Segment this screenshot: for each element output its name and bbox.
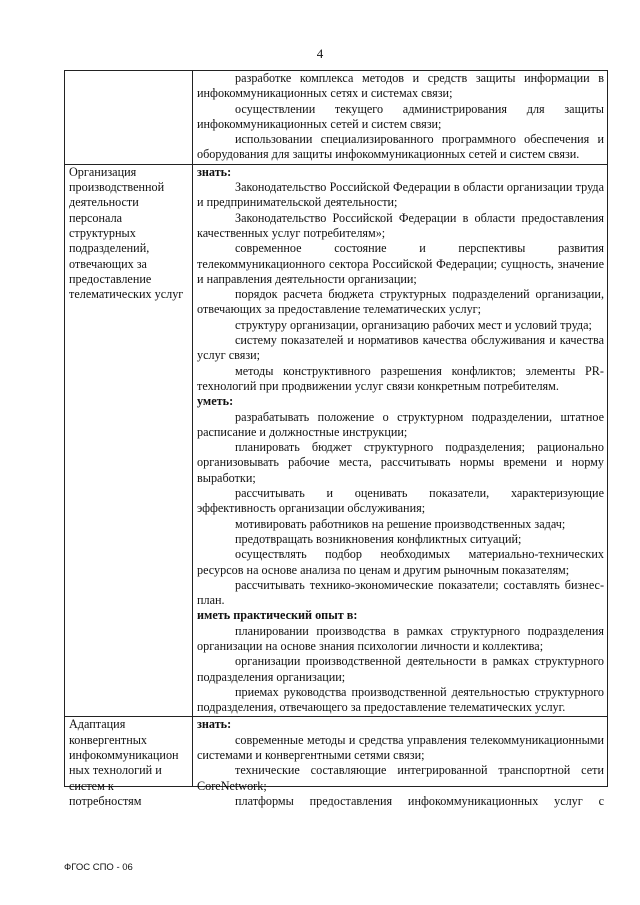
requirement-item: разработке комплекса методов и средств защиты информации в инфокоммуникационных сетях и системах связи; [197,71,604,101]
requirement-item: Законодательство Российской Федерации в области организации труда и предпринимательской деятельности; [197,180,604,210]
requirement-item: планировать бюджет структурного подразделения; рационально организовывать рабочие места, рассчитывать нормы времени и норму выработки; [197,440,604,485]
section-heading: знать: [197,164,232,179]
requirement-item: осуществлении текущего администрирования для защиты инфокоммуникационных сетей и систем связи; [197,101,604,131]
requirement-item: современное состояние и перспективы развития телекоммуникационного сектора Российской Федерации; сущность, значение и направления деятельности организации; [197,241,604,286]
requirements-clip [197,717,604,808]
table-row [65,71,608,165]
requirement-item: рассчитывать технико-экономические показатели; составлять бизнес-план. [197,577,604,608]
requirement-item: планировании производства в рамках структурного подразделения организации на основе знания психологии личности и коллектива; [197,623,604,653]
section-heading: уметь: [197,394,234,409]
requirement-item: разрабатывать положение о структурном подразделении, штатное расписание и должностные инструкции; [197,409,604,439]
requirements-cell [193,71,608,165]
requirement-item: платформы предоставления инфокоммуникационных услуг с [235,793,604,808]
competency-cell: Организация производственной деятельности персонала структурных подразделений, отвечающих за предоставление телематических услуг [65,164,193,717]
competency-text: Адаптация конвергентных инфокоммуникацион ных технологий и систем к потребностям [69,717,179,808]
page-number: 4 [316,46,324,61]
requirement-item: осуществлять подбор необходимых материально-технических ресурсов на основе анализа по ценам и другим рыночным показателям; [197,547,604,577]
table-row [65,717,608,787]
requirements-cell [193,164,608,717]
requirement-item: технические составляющие интегрированной транспортной сети CoreNetwork; [197,763,604,793]
requirement-item: организации производственной деятельности в рамках структурного подразделения организации; [197,654,604,684]
requirement-item: использовании специализированного программного обеспечения и оборудования для защиты инфокоммуникационных сетей и систем связи. [197,132,604,162]
requirements-cell [193,717,608,808]
competency-cell [65,71,193,165]
table-row [65,164,608,717]
section-heading: знать: [197,717,232,732]
requirement-item: порядок расчета бюджета структурных подразделений организации, отвечающих за предоставление телематических услуг; [197,287,604,317]
document-footer: ФГОС СПО - 06 [64,862,133,873]
competency-table [64,70,608,808]
requirement-item: мотивировать работников на решение производственных задач; [235,516,566,531]
requirement-item: систему показателей и нормативов качества обслуживания и качества услуг связи; [197,333,604,363]
section-heading: иметь практический опыт в: [197,608,358,623]
requirement-item: методы конструктивного разрешения конфликтов; элементы PR-технологий при продвижении услуг связи конкретным потребителям. [197,363,604,393]
requirement-item: структуру организации, организацию рабочих мест и условий труда; [235,317,592,332]
requirement-item: Законодательство Российской Федерации в области предоставления качественных услуг потребителям»; [197,210,604,240]
requirement-item: рассчитывать и оценивать показатели, характеризующие эффективность организации обслуживания; [197,486,604,516]
competency-cell [65,717,193,808]
requirement-item: предотвращать возникновения конфликтных ситуаций; [235,531,522,546]
requirement-item: современные методы и средства управления телекоммуникационными системами и конвергентными сетями связи; [197,732,604,763]
requirement-item: приемах руководства производственной деятельностью структурного подразделения, отвечающего за предоставление телематических услуг. [197,684,604,715]
